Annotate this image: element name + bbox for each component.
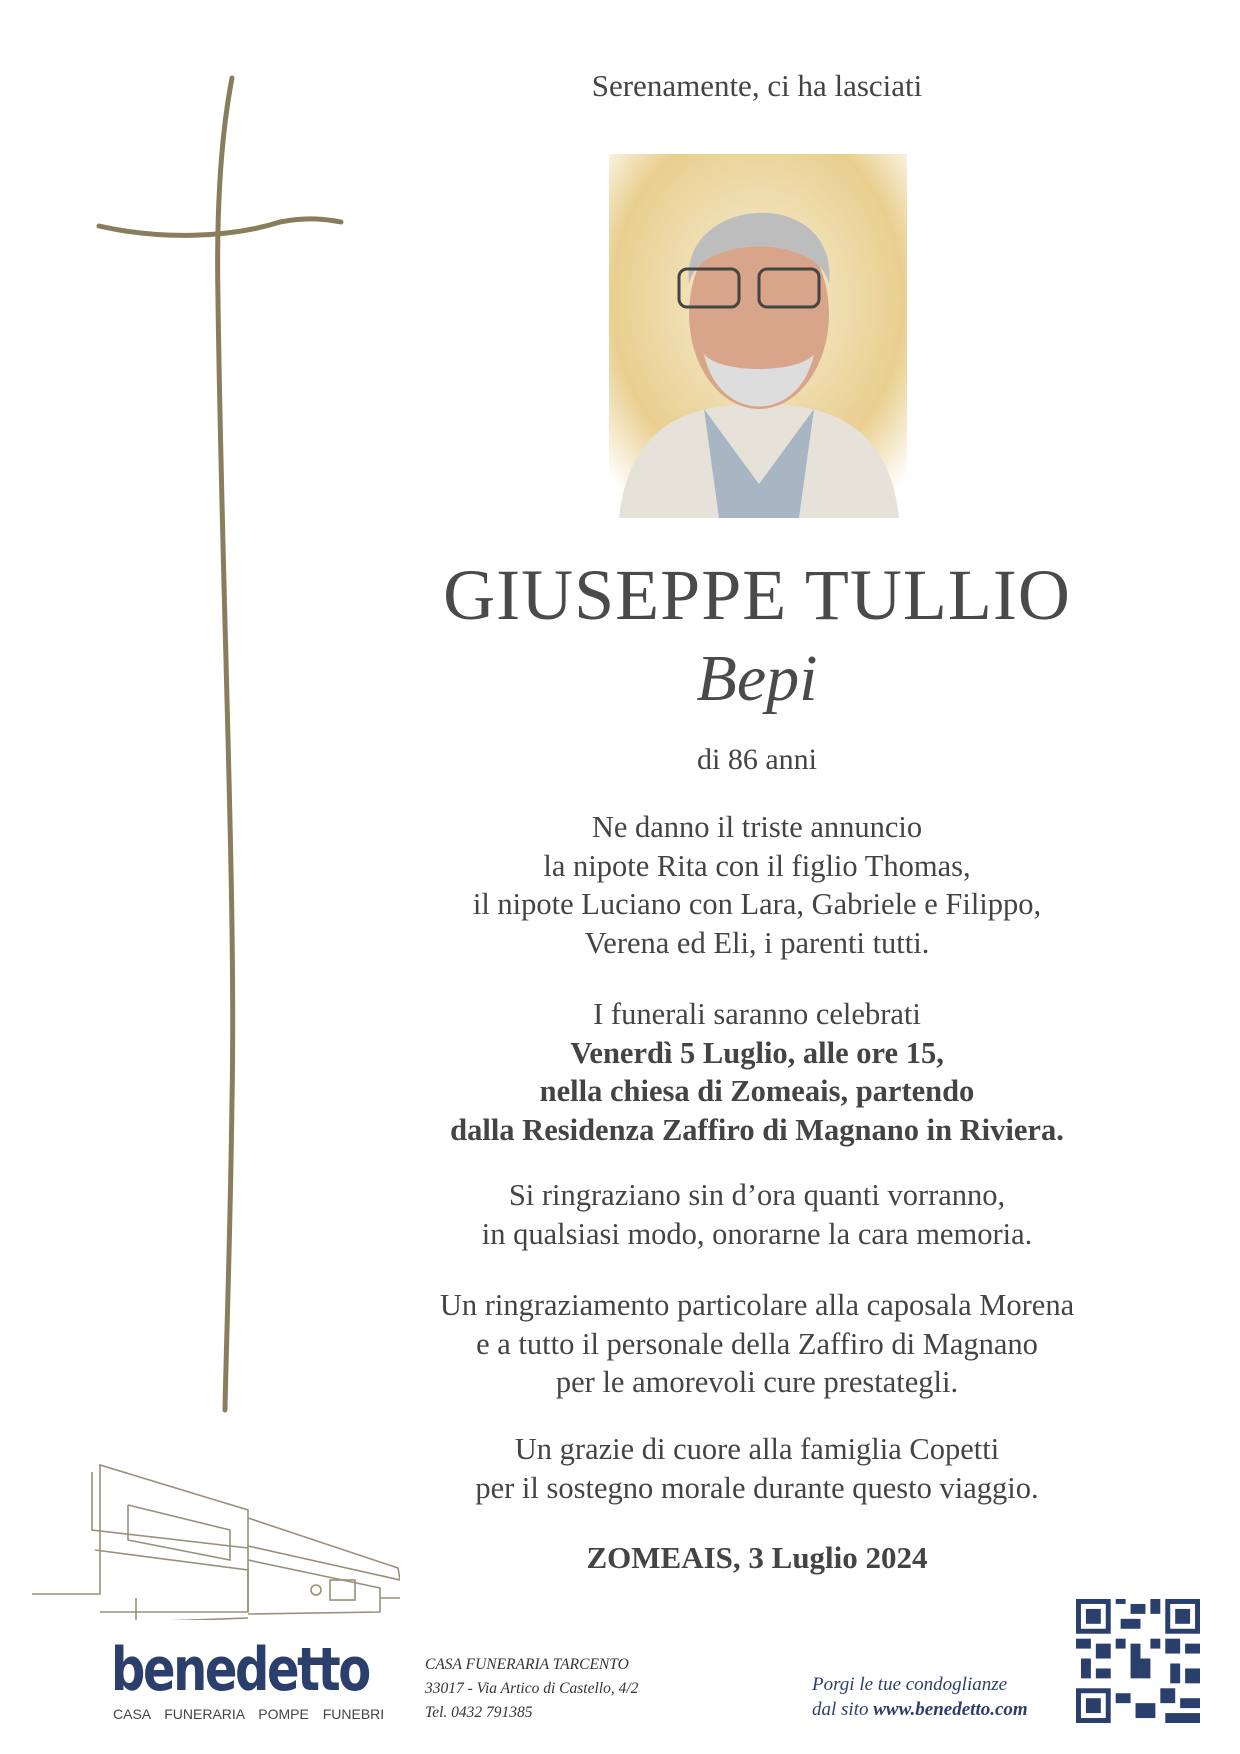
intro-text: Serenamente, ci ha lasciati xyxy=(591,68,923,103)
text-line: Un ringraziamento particolare alla caposala Morena xyxy=(439,1288,1075,1322)
logo-subtitle: CASA FUNERARIA POMPE FUNEBRI xyxy=(113,1706,385,1722)
deceased-nickname: Bepi xyxy=(696,642,818,715)
website-link[interactable]: www.benedetto.com xyxy=(873,1699,1028,1720)
text-line: per le amorevoli cure prestategli. xyxy=(555,1365,959,1399)
announcement-paragraph xyxy=(357,808,1157,962)
thanks-paragraph xyxy=(357,1176,1157,1253)
address-street: 33017 - Via Artico di Castello, 4/2 xyxy=(425,1680,639,1697)
address-phone: Tel. 0432 791385 xyxy=(425,1704,533,1721)
text-line: Un grazie di cuore alla famiglia Copetti xyxy=(514,1432,1000,1466)
deceased-age: di 86 anni xyxy=(697,743,817,776)
place-date: ZOMEAIS, 3 Luglio 2024 xyxy=(586,1540,928,1575)
qr-code-icon[interactable] xyxy=(1076,1598,1200,1724)
condolences-line: Porgi le tue condoglianze xyxy=(812,1674,1008,1695)
cross-icon xyxy=(0,0,400,1620)
funeral-home-address xyxy=(425,1653,638,1725)
text-line: il nipote Luciano con Lara, Gabriele e Filippo, xyxy=(472,887,1042,921)
address-name: CASA FUNERARIA TARCENTO xyxy=(425,1656,629,1673)
text-line: e a tutto il personale della Zaffiro di Magnano xyxy=(476,1326,1038,1361)
text-line: per il sostegno morale durante questo viaggio. xyxy=(475,1470,1039,1505)
deceased-photo xyxy=(609,154,907,518)
condolences-text xyxy=(812,1672,1028,1722)
text-line: Ne danno il triste annuncio xyxy=(591,810,923,844)
text-line: Verena ed Eli, i parenti tutti. xyxy=(584,925,930,960)
condolences-prefix: dal sito xyxy=(812,1699,874,1720)
funeral-date: Venerdì 5 Luglio, alle ore 15, xyxy=(570,1035,944,1070)
text-line: Si ringraziano sin d’ora quanti vorranno, xyxy=(508,1178,1006,1212)
text-line: la nipote Rita con il figlio Thomas, xyxy=(543,848,971,883)
text-line: in qualsiasi modo, onorarne la cara memoria. xyxy=(481,1216,1033,1251)
funeral-departure: dalla Residenza Zaffiro di Magnano in Riviera. xyxy=(450,1112,1064,1147)
benedetto-logo: benedetto xyxy=(111,1635,369,1705)
family-thanks-paragraph xyxy=(357,1430,1157,1507)
funeral-paragraph xyxy=(357,995,1157,1149)
special-thanks-paragraph xyxy=(357,1286,1157,1402)
text-line: I funerali saranno celebrati xyxy=(593,997,921,1031)
deceased-name: GIUSEPPE TULLIO xyxy=(443,555,1071,635)
building-illustration-icon xyxy=(32,1465,400,1620)
funeral-church: nella chiesa di Zomeais, partendo xyxy=(539,1074,975,1108)
